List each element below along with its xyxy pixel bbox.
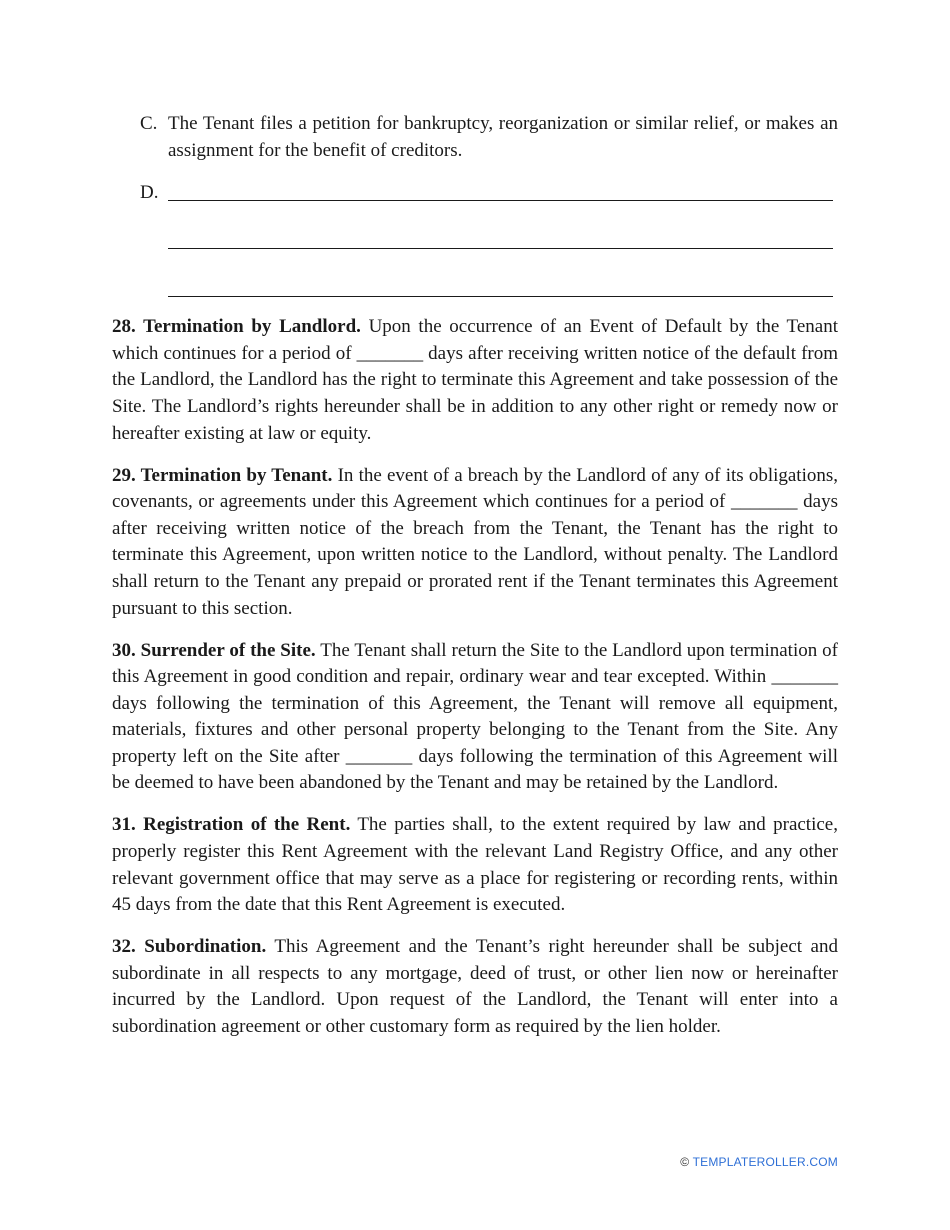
list-item-d <box>112 180 838 297</box>
list-item-text: The Tenant files a petition for bankruptcy, reorganization or similar relief, or makes an assignment for the benefit of creditors. <box>168 113 838 161</box>
section-heading: 29. Termination by Tenant. <box>112 464 333 486</box>
blank-line <box>168 296 833 297</box>
list-item-letter: D. <box>140 182 159 204</box>
section-28 <box>112 314 838 447</box>
blank-line <box>168 200 833 201</box>
section-body: The Tenant shall return the Site to the Landlord upon termination of this Agreement in good condition and repair, ordinary wear and tear excepted. Within _______ days following the termination of this Agreement, the Tenant will remove all equipment, materials, fixtures and other personal property belonging to the Tenant from the Site. Any property left on the Site after _______ days following the termination of this Agreement will be deemed to have been abandoned by the Tenant and may be retained by the Landlord. <box>112 639 838 794</box>
section-30 <box>112 638 838 798</box>
section-heading: 31. Registration of the Rent. <box>112 814 351 836</box>
copyright-symbol: © <box>680 1155 690 1169</box>
blank-fill-lines <box>168 180 838 297</box>
section-31 <box>112 812 838 918</box>
list-item-c <box>112 111 838 164</box>
section-body: The parties shall, to the extent required by law and practice, properly register this Rent Agreement with the relevant Land Registry Office, and any other relevant government office that may serve as a place for registering or recording rents, within 45 days from the date that this Rent Agreement is executed. <box>112 814 838 916</box>
document-page <box>112 111 838 1056</box>
list-item-letter: C. <box>140 113 158 134</box>
section-29 <box>112 463 838 623</box>
section-heading: 30. Surrender of the Site. <box>112 639 316 661</box>
templateroller-link[interactable]: TEMPLATEROLLER.COM <box>692 1155 838 1169</box>
section-body: Upon the occurrence of an Event of Default by the Tenant which continues for a period of _______ days after receiving written notice of the default from the Landlord, the Landlord has the right to terminate this Agreement and take possession of the Site. The Landlord’s rights hereunder shall be in addition to any other right or remedy now or hereafter existing at law or equity. <box>112 316 838 444</box>
section-32 <box>112 934 838 1040</box>
section-heading: 28. Termination by Landlord. <box>112 316 361 338</box>
section-body: This Agreement and the Tenant’s right hereunder shall be subject and subordinate in all respects to any mortgage, deed of trust, or other lien now or hereinafter incurred by the Landlord. Upon request of the Landlord, the Tenant will enter into a subordination agreement or other customary form as required by the lien holder. <box>112 936 838 1037</box>
section-body: In the event of a breach by the Landlord of any of its obligations, covenants, or agreements under this Agreement which continues for a period of _______ days after receiving written notice of the breach from the Tenant, the Tenant has the right to terminate this Agreement, upon written notice to the Landlord, without penalty. The Landlord shall return to the Tenant any prepaid or prorated rent if the Tenant terminates this Agreement pursuant to this section. <box>112 464 839 619</box>
section-heading: 32. Subordination. <box>112 936 267 958</box>
blank-line <box>168 248 833 249</box>
footer-credit <box>680 1155 838 1169</box>
